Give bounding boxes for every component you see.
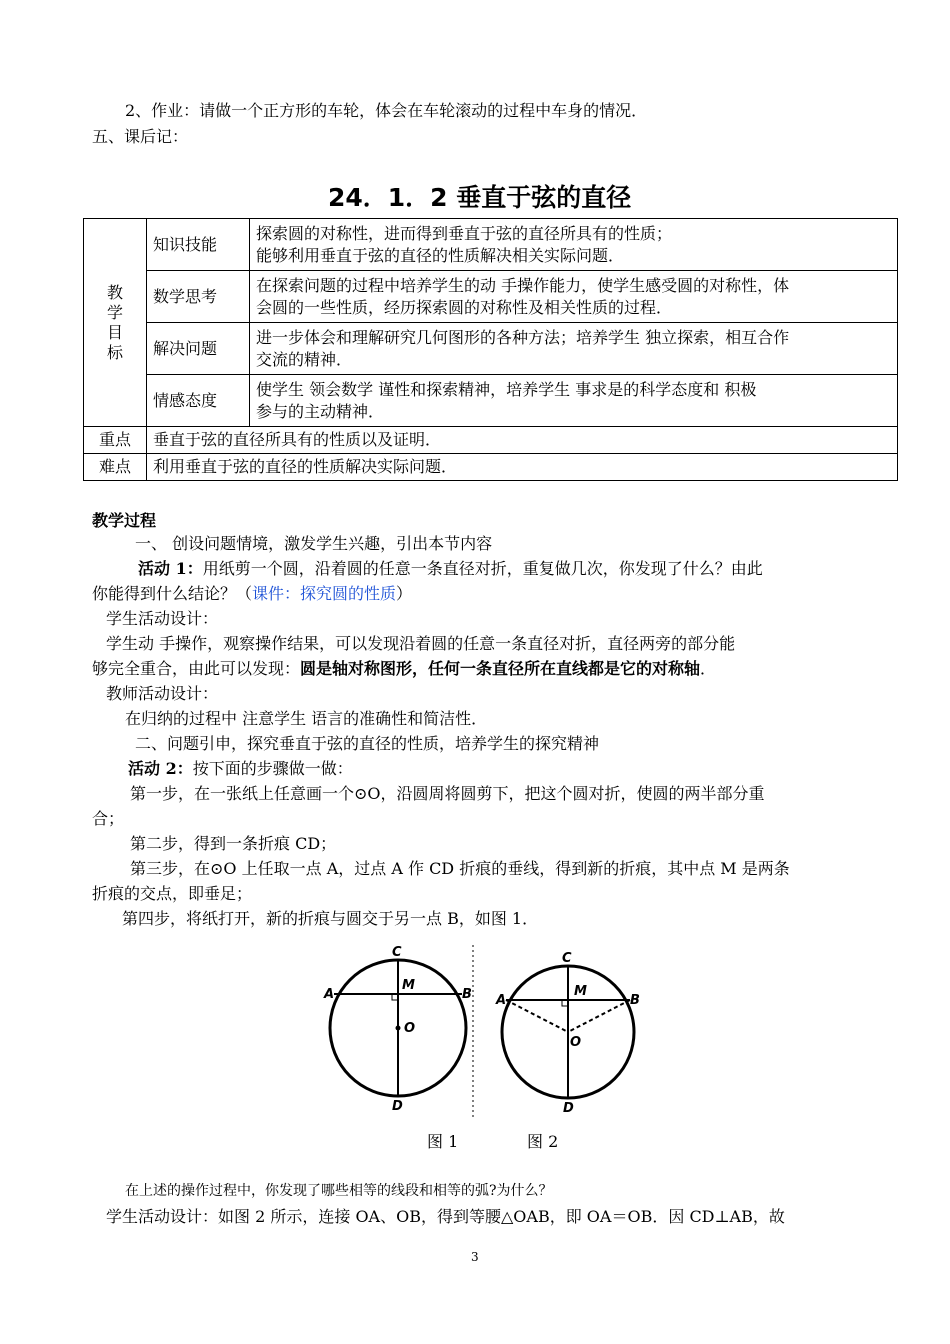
- student-design-text: 学生动 手操作，观察操作结果，可以发现沿着圆的任意一条直径对折，直径两旁的部分能: [106, 634, 736, 653]
- objectives-group-label: 教学目标: [84, 219, 147, 427]
- objective-label: 数学思考: [147, 271, 250, 323]
- fig1-center-dot: [396, 1026, 401, 1031]
- homework-line: 2、作业：请做一个正方形的车轮，体会在车轮滚动的过程中车身的情况．: [125, 101, 648, 120]
- fig2-label-b: B: [630, 993, 640, 1008]
- student-design-label: 学生活动设计：: [106, 609, 219, 628]
- activity-2-line: 活动 2：按下面的步骤做一做：: [128, 759, 353, 778]
- fig2-radius-ob: [568, 1000, 630, 1032]
- page-number: 3: [471, 1250, 479, 1264]
- fig1-label-m: M: [402, 978, 415, 993]
- section-one: 一、 创设问题情境，激发学生兴趣，引出本节内容: [135, 534, 493, 553]
- activity-1-line: 活动 1：用纸剪一个圆，沿着圆的任意一条直径对折，重复做几次，你发现了什么？由此: [138, 559, 763, 578]
- fig2-label-d: D: [563, 1101, 574, 1116]
- difficult-point-label: 难点: [84, 454, 147, 481]
- teacher-design-label: 教师活动设计：: [106, 684, 219, 703]
- fig2-label-a: A: [496, 993, 507, 1008]
- objective-text: 进一步体会和理解研究几何图形的各种方法；培养学生 独立探索，相互合作 交流的精神．: [250, 323, 898, 375]
- step-1-cont: 合；: [92, 809, 125, 828]
- objective-label: 解决问题: [147, 323, 250, 375]
- step-3: 第三步，在⊙O 上任取一点 A，过点 A 作 CD 折痕的垂线，得到新的折痕，其中点 M 是两条: [130, 859, 790, 878]
- objective-text: 使学生 领会数学 谨性和探索精神，培养学生 事求是的科学态度和 积极 参与的主动精神．: [250, 375, 898, 427]
- figures-svg: [320, 940, 660, 1120]
- step-4: 第四步，将纸打开，新的折痕与圆交于另一点 B，如图 1．: [122, 909, 539, 928]
- fig1-label-c: C: [392, 945, 402, 960]
- fig2-label-o: O: [570, 1035, 582, 1050]
- fig1-label-o: O: [404, 1021, 416, 1036]
- teacher-design-text: 在归纳的过程中 注意学生 语言的准确性和简洁性．: [125, 709, 488, 728]
- question-line: 在上述的操作过程中，你发现了哪些相等的线段和相等的弧?为什么？: [125, 1183, 553, 1199]
- key-point-text: 垂直于弦的直径所具有的性质以及证明．: [147, 427, 898, 454]
- objective-text: 在探索问题的过程中培养学生的动 手操作能力，使学生感受圆的对称性，体 会圆的一些性质，经历探索圆的对称性及相关性质的过程．: [250, 271, 898, 323]
- step-3-cont: 折痕的交点，即垂足；: [92, 884, 253, 903]
- fig1-label-d: D: [392, 1099, 403, 1114]
- fig1-label-b: B: [462, 987, 472, 1002]
- afterword-line: 五、课后记：: [92, 127, 189, 146]
- fig2-label-c: C: [562, 951, 572, 966]
- student-design-line2: 够完全重合，由此可以发现：圆是轴对称图形，任何一条直径所在直线都是它的对称轴．: [92, 659, 717, 678]
- key-point-label: 重点: [84, 427, 147, 454]
- step-2: 第二步，得到一条折痕 CD；: [130, 834, 337, 853]
- figure-1: [323, 945, 472, 1114]
- process-heading: 教学过程: [92, 511, 157, 530]
- objective-label: 知识技能: [147, 219, 250, 271]
- fig1-label-a: A: [324, 987, 335, 1002]
- figure-2-caption: 图 2: [527, 1132, 559, 1151]
- activity-1-line2: 你能得到什么结论？（课件：探究圆的性质）: [92, 584, 413, 603]
- fig2-label-m: M: [574, 984, 587, 999]
- courseware-link[interactable]: 课件：探究圆的性质: [252, 584, 397, 603]
- student-design-2: 学生活动设计：如图 2 所示，连接 OA、OB，得到等腰△OAB，即 OA＝OB．因 CD⊥AB，故: [106, 1207, 785, 1226]
- step-1: 第一步，在一张纸上任意画一个⊙O，沿圆周将圆剪下，把这个圆对折，使圆的两半部分重: [130, 784, 765, 803]
- section-two: 二、问题引申，探究垂直于弦的直径的性质，培养学生的探究精神: [135, 734, 600, 753]
- objective-label: 情感态度: [147, 375, 250, 427]
- figure-2: [495, 951, 640, 1116]
- objective-text: 探索圆的对称性，进而得到垂直于弦的直径所具有的性质； 能够利用垂直于弦的直径的性质解决相关实际问题．: [250, 219, 898, 271]
- page-title: 24．1．2 垂直于弦的直径: [328, 183, 632, 212]
- difficult-point-text: 利用垂直于弦的直径的性质解决实际问题．: [147, 454, 898, 481]
- objectives-table: [83, 218, 898, 481]
- figure-1-caption: 图 1: [427, 1132, 459, 1151]
- fig2-radius-oa: [506, 1000, 568, 1032]
